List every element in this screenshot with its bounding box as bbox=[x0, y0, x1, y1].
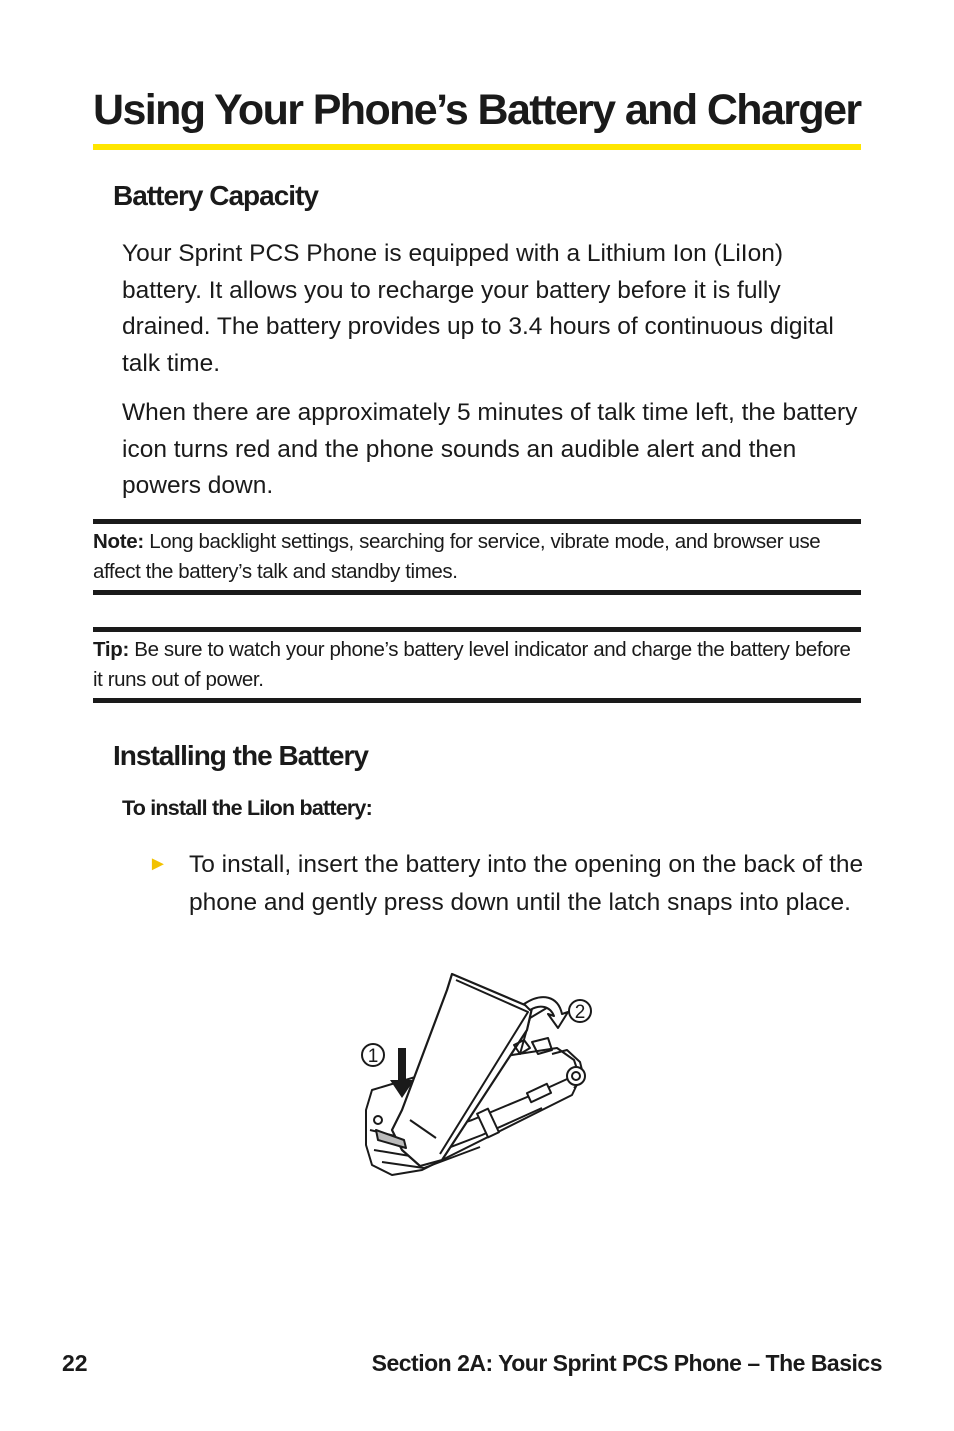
page-title: Using Your Phone’s Battery and Charger bbox=[93, 86, 861, 134]
note-label: Note: bbox=[93, 530, 144, 553]
callout-2-label: 2 bbox=[574, 1002, 586, 1023]
tip-text: Be sure to watch your phone’s battery level indicator and charge the battery before it runs out of power. bbox=[93, 638, 851, 691]
installing-battery-heading: Installing the Battery bbox=[113, 740, 368, 771]
note-text: Long backlight settings, searching for service, vibrate mode, and browser use affect the battery’s talk and standby times. bbox=[93, 530, 821, 583]
triangle-right-icon: ► bbox=[148, 853, 168, 875]
note-box bbox=[93, 519, 861, 595]
battery-capacity-heading: Battery Capacity bbox=[113, 180, 318, 211]
section-footer: Section 2A: Your Sprint PCS Phone – The Basics bbox=[371, 1350, 882, 1376]
install-step-text: To install, insert the battery into the opening on the back of the phone and gently press down until the latch snaps into place. bbox=[189, 851, 864, 916]
tip-box bbox=[93, 627, 861, 703]
battery-install-illustration bbox=[352, 970, 602, 1180]
title-underline bbox=[93, 144, 861, 150]
callout-1-label: 1 bbox=[367, 1046, 379, 1067]
install-liion-subheading: To install the LiIon battery: bbox=[122, 796, 372, 820]
page-number: 22 bbox=[62, 1350, 88, 1376]
battery-capacity-paragraph-1: Your Sprint PCS Phone is equipped with a Lithium Ion (LiIon) battery. It allows you to recharge your battery before it is fully drained. The battery provides up to 3.4 hours of continuous digital talk time. bbox=[122, 240, 834, 377]
battery-capacity-paragraph-2: When there are approximately 5 minutes of talk time left, the battery icon turns red and the phone sounds an audible alert and then powers down. bbox=[122, 399, 858, 499]
tip-label: Tip: bbox=[93, 638, 129, 661]
